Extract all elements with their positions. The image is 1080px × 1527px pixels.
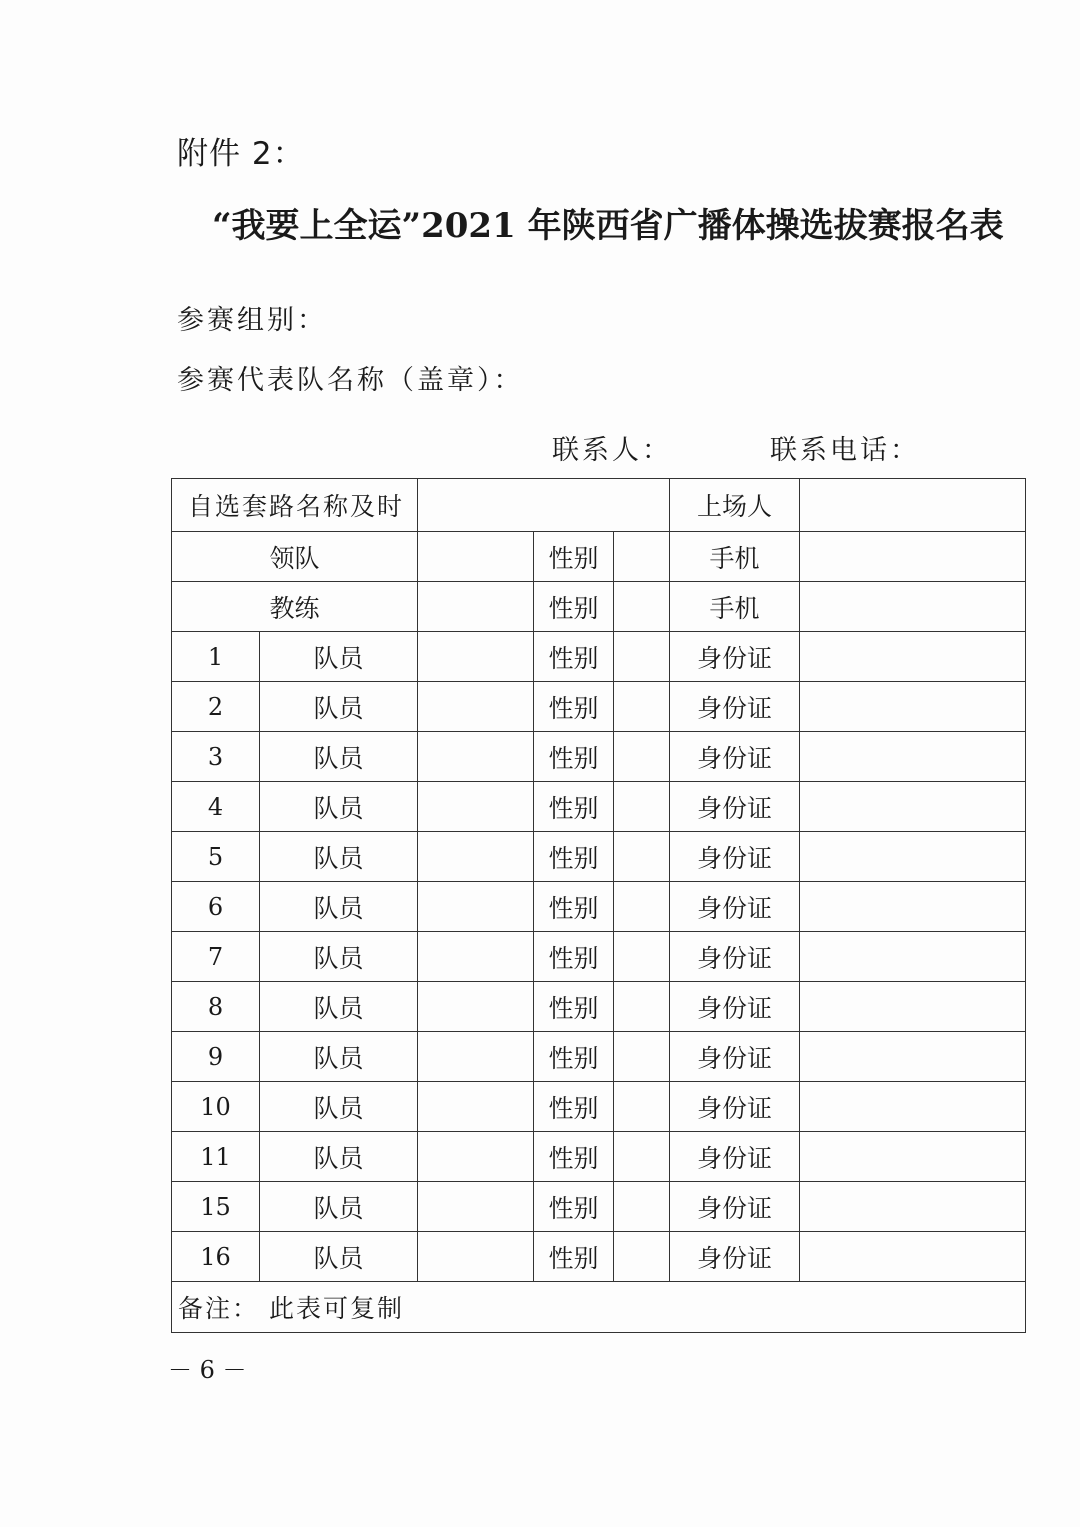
member-gender-cell[interactable] [614, 1082, 670, 1132]
member-label: 队员 [260, 832, 418, 882]
member-label: 队员 [260, 682, 418, 732]
id-label: 身份证 [670, 1132, 800, 1182]
phone-label: 手机 [670, 582, 800, 632]
gender-label: 性别 [534, 682, 614, 732]
member-gender-cell[interactable] [614, 832, 670, 882]
gender-label: 性别 [534, 1082, 614, 1132]
id-label: 身份证 [670, 1232, 800, 1282]
gender-label: 性别 [534, 1232, 614, 1282]
gender-label: 性别 [534, 932, 614, 982]
member-number: 9 [172, 1032, 260, 1082]
member-row [172, 1132, 1026, 1182]
member-gender-cell[interactable] [614, 1032, 670, 1082]
member-name-cell[interactable] [418, 732, 534, 782]
member-gender-cell[interactable] [614, 882, 670, 932]
leader-phone-cell[interactable] [800, 532, 1026, 582]
performers-value-cell[interactable] [800, 479, 1026, 532]
coach-phone-cell[interactable] [800, 582, 1026, 632]
leader-name-cell[interactable] [418, 532, 534, 582]
member-row [172, 1082, 1026, 1132]
member-label: 队员 [260, 1132, 418, 1182]
gender-label: 性别 [534, 582, 614, 632]
id-label: 身份证 [670, 982, 800, 1032]
coach-name-cell[interactable] [418, 582, 534, 632]
member-row [172, 1182, 1026, 1232]
performers-label: 上场人 [670, 479, 800, 532]
member-name-cell[interactable] [418, 932, 534, 982]
id-label: 身份证 [670, 932, 800, 982]
member-number: 1 [172, 632, 260, 682]
member-label: 队员 [260, 1032, 418, 1082]
member-number: 3 [172, 732, 260, 782]
member-id-cell[interactable] [800, 632, 1026, 682]
member-number: 4 [172, 782, 260, 832]
routine-value-cell[interactable] [418, 479, 670, 532]
page-number: － 6 － [168, 1356, 247, 1384]
id-label: 身份证 [670, 782, 800, 832]
member-id-cell[interactable] [800, 882, 1026, 932]
member-gender-cell[interactable] [614, 1182, 670, 1232]
member-row [172, 932, 1026, 982]
id-label: 身份证 [670, 632, 800, 682]
registration-table [171, 478, 1026, 1333]
member-id-cell[interactable] [800, 1082, 1026, 1132]
routine-row [172, 479, 1026, 532]
member-id-cell[interactable] [800, 932, 1026, 982]
member-row [172, 682, 1026, 732]
leader-label: 领队 [172, 532, 418, 582]
member-gender-cell[interactable] [614, 682, 670, 732]
member-row [172, 1032, 1026, 1082]
member-id-cell[interactable] [800, 682, 1026, 732]
gender-label: 性别 [534, 632, 614, 682]
member-label: 队员 [260, 1182, 418, 1232]
member-id-cell[interactable] [800, 732, 1026, 782]
member-number: 7 [172, 932, 260, 982]
gender-label: 性别 [534, 882, 614, 932]
gender-label: 性别 [534, 982, 614, 1032]
member-gender-cell[interactable] [614, 782, 670, 832]
note-row [172, 1282, 1026, 1333]
coach-row [172, 582, 1026, 632]
member-number: 10 [172, 1082, 260, 1132]
member-id-cell[interactable] [800, 1232, 1026, 1282]
member-name-cell[interactable] [418, 832, 534, 882]
leader-row [172, 532, 1026, 582]
member-row [172, 832, 1026, 882]
member-name-cell[interactable] [418, 982, 534, 1032]
id-label: 身份证 [670, 832, 800, 882]
member-row [172, 782, 1026, 832]
group-field-label: 参赛组别： [177, 305, 327, 336]
gender-label: 性别 [534, 782, 614, 832]
member-name-cell[interactable] [418, 1082, 534, 1132]
member-number: 5 [172, 832, 260, 882]
member-number: 6 [172, 882, 260, 932]
member-gender-cell[interactable] [614, 1132, 670, 1182]
member-gender-cell[interactable] [614, 1232, 670, 1282]
gender-label: 性别 [534, 1132, 614, 1182]
member-gender-cell[interactable] [614, 732, 670, 782]
member-name-cell[interactable] [418, 782, 534, 832]
phone-label: 手机 [670, 532, 800, 582]
member-row [172, 882, 1026, 932]
member-id-cell[interactable] [800, 1032, 1026, 1082]
member-label: 队员 [260, 982, 418, 1032]
id-label: 身份证 [670, 1182, 800, 1232]
gender-label: 性别 [534, 532, 614, 582]
id-label: 身份证 [670, 682, 800, 732]
member-row [172, 982, 1026, 1032]
id-label: 身份证 [670, 1032, 800, 1082]
member-id-cell[interactable] [800, 1182, 1026, 1232]
gender-label: 性别 [534, 1032, 614, 1082]
member-name-cell[interactable] [418, 1232, 534, 1282]
member-label: 队员 [260, 732, 418, 782]
member-row [172, 732, 1026, 782]
member-number: 8 [172, 982, 260, 1032]
contact-person-label: 联系人： [552, 435, 672, 466]
member-id-cell[interactable] [800, 782, 1026, 832]
member-number: 2 [172, 682, 260, 732]
id-label: 身份证 [670, 732, 800, 782]
gender-label: 性别 [534, 1182, 614, 1232]
member-id-cell[interactable] [800, 1132, 1026, 1182]
member-label: 队员 [260, 932, 418, 982]
member-name-cell[interactable] [418, 1182, 534, 1232]
id-label: 身份证 [670, 1082, 800, 1132]
attachment-label: 附件 2： [177, 136, 305, 172]
contact-phone-label: 联系电话： [770, 435, 920, 466]
id-label: 身份证 [670, 882, 800, 932]
member-number: 11 [172, 1132, 260, 1182]
member-id-cell[interactable] [800, 832, 1026, 882]
member-number: 16 [172, 1232, 260, 1282]
member-row [172, 1232, 1026, 1282]
member-label: 队员 [260, 882, 418, 932]
member-gender-cell[interactable] [614, 632, 670, 682]
member-name-cell[interactable] [418, 632, 534, 682]
member-gender-cell[interactable] [614, 932, 670, 982]
member-label: 队员 [260, 1082, 418, 1132]
member-row [172, 632, 1026, 682]
note-text: 备注： 此表可复制 [172, 1282, 1026, 1333]
member-id-cell[interactable] [800, 982, 1026, 1032]
member-gender-cell[interactable] [614, 982, 670, 1032]
member-name-cell[interactable] [418, 682, 534, 732]
member-name-cell[interactable] [418, 882, 534, 932]
member-name-cell[interactable] [418, 1132, 534, 1182]
gender-label: 性别 [534, 732, 614, 782]
member-label: 队员 [260, 632, 418, 682]
form-title: “我要上全运”2021 年陕西省广播体操选拔赛报名表 [212, 206, 1004, 246]
members-body [172, 632, 1026, 1282]
team-name-field-label: 参赛代表队名称（盖章）： [177, 365, 524, 396]
member-label: 队员 [260, 1232, 418, 1282]
member-name-cell[interactable] [418, 1032, 534, 1082]
coach-label: 教练 [172, 582, 418, 632]
member-number: 15 [172, 1182, 260, 1232]
routine-label: 自选套路名称及时 [172, 479, 418, 532]
member-label: 队员 [260, 782, 418, 832]
gender-label: 性别 [534, 832, 614, 882]
leader-gender-cell[interactable] [614, 532, 670, 582]
coach-gender-cell[interactable] [614, 582, 670, 632]
